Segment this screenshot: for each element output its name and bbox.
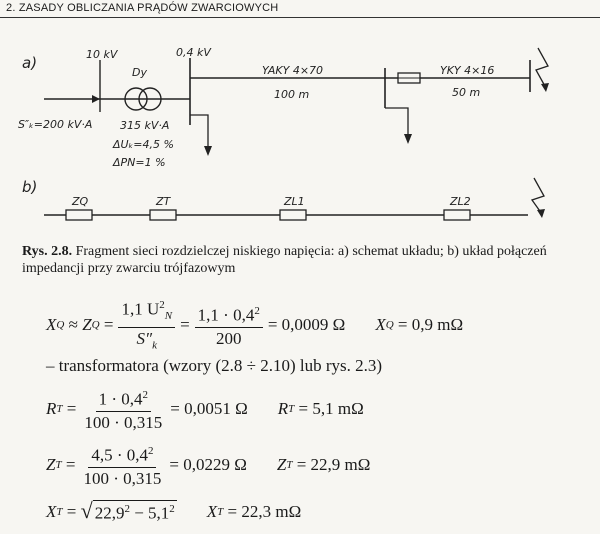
zl2-label: ZL2 (450, 195, 471, 208)
eq4-lhs: X (46, 501, 57, 521)
fault-a-arrow-icon (541, 83, 549, 92)
eq4-sup-a: 2 (124, 503, 130, 515)
zt-label: ZT (156, 195, 171, 208)
eq4-sup-b: 2 (169, 503, 175, 515)
eq1-f2-num-sup: 2 (254, 305, 260, 318)
cable2-type: YKY 4×16 (440, 64, 495, 77)
lv-load-arrow-icon (204, 146, 212, 156)
incoming-arrow-icon (92, 95, 100, 103)
eq1-f1-den: S″ (136, 329, 153, 349)
eq1-f1-num: 1,1 U (121, 299, 160, 319)
eq1-f2-num: 1,1 · 0,4 (197, 306, 255, 326)
eq3-den: 100 · 0,315 (83, 468, 162, 488)
eq4-final-lhs: X (206, 501, 218, 521)
equation-xq (46, 296, 463, 354)
node-load-arrow-icon (404, 134, 412, 144)
zl2-impedance (444, 210, 470, 220)
eq3-fraction (80, 442, 164, 488)
cable1-length: 100 m (274, 88, 310, 101)
eq1-f2-den: 200 (216, 329, 242, 349)
eq1-result: = 0,0009 Ω (267, 315, 346, 335)
eq2-final-value: = 5,1 mΩ (298, 398, 364, 418)
fault-b-arrow-icon (537, 209, 545, 218)
equation-rt: R T = $\frac{1 \cdot 0,4^2}{100 \cdot 0,315}$ = 0,0051 Ω R T = 5,1 mΩ (46, 386, 364, 432)
eq2-fraction (81, 386, 165, 432)
eq1-f1-den-sub: k (152, 339, 157, 352)
section-header: 2. ZASADY OBLICZANIA PRĄDÓW ZWARCIOWYCH (6, 2, 279, 14)
eq1-z-sub: Q (91, 319, 100, 332)
eq2-final-sub: T (288, 402, 295, 415)
fault-a-icon (536, 48, 548, 88)
dp-label: ΔPN=1 % (113, 156, 166, 169)
diagram-a-label: a) (22, 54, 38, 72)
eq2-lhs: R (46, 398, 57, 418)
diagram-b-label: b) (22, 178, 38, 196)
eq1-approx: ≈ (68, 315, 78, 335)
eq2-den: 100 · 0,315 (84, 412, 163, 432)
eq3-num-sup: 2 (147, 445, 154, 457)
zl1-impedance (280, 210, 306, 220)
eq2-final-lhs: R (277, 398, 289, 418)
eq3-lhs: Z (46, 454, 56, 474)
eq1-equals: = (103, 315, 114, 335)
sk-label: S″ₖ=200 kV·A (18, 118, 93, 131)
eq3-num: 4,5 · 0,4 (91, 445, 148, 465)
eq1-final-lhs: X (375, 315, 386, 335)
eq3-result: = 0,0229 Ω (169, 454, 247, 474)
transformer-note: – transformatora (wzory (2.8 ÷ 2.10) lub rys. 2.3) (46, 356, 383, 375)
equation-xt: X T = √ $22,9^2 - 5,1^2$ X T = 22,3 mΩ (46, 498, 302, 523)
eq3-final-lhs: Z (276, 454, 287, 474)
dy-label: Dy (132, 66, 147, 79)
equation-zt: Z T = $\frac{4,5 \cdot 0,4^2}{100 \cdot 0,315}$ = 0,0229 Ω Z T = 22,9 mΩ (46, 442, 370, 488)
eq3-lhs-sub: T (55, 458, 62, 471)
eq1-lhs: X (46, 315, 57, 335)
cable1-type: YAKY 4×70 (262, 64, 324, 77)
eq4-radicand-b: − 5,1 (129, 503, 170, 523)
eq4-final-value: = 22,3 mΩ (227, 501, 302, 521)
node-load-line (385, 108, 408, 136)
eq4-lhs-sub: T (56, 505, 63, 518)
eq1-z: Z (82, 315, 92, 335)
zq-impedance (66, 210, 92, 220)
lv-load-line (190, 115, 208, 148)
eq1-fraction2 (195, 302, 263, 348)
eq1-final-sub: Q (385, 319, 394, 332)
zt-impedance (150, 210, 176, 220)
zl1-label: ZL1 (284, 195, 305, 208)
zq-label: ZQ (72, 195, 89, 208)
caption-text: Fragment sieci rozdzielczej niskiego napięcia: a) schemat układu; b) układ połączeń impedancji przy zwarciu trójfazowym (22, 244, 547, 276)
eq2-result: = 0,0051 Ω (170, 398, 248, 418)
eq2-num: 1 · 0,4 (98, 389, 143, 409)
eq1-equals-2: = (180, 315, 190, 335)
lv-voltage-label: 0,4 kV (176, 46, 211, 59)
eq3-final-sub: T (286, 458, 293, 471)
fault-b-icon (532, 178, 544, 214)
du-label: ΔUₖ=4,5 % (113, 138, 174, 151)
transformer-rating: 315 kV·A (120, 119, 170, 132)
eq2-num-sup: 2 (142, 389, 149, 401)
eq1-f1-num-sub: N (164, 310, 173, 323)
eq2-lhs-sub: T (56, 402, 63, 415)
figure-caption (22, 243, 592, 277)
eq1-fraction1 (118, 296, 175, 354)
eq4-radicand-a: 22,9 (94, 503, 125, 523)
eq1-lhs-sub: Q (56, 319, 65, 332)
eq4-final-sub: T (217, 505, 224, 518)
eq3-final-value: = 22,9 mΩ (296, 454, 371, 474)
eq1-f1-num-sup: 2 (159, 299, 165, 311)
caption-label: Rys. 2.8. (22, 244, 73, 259)
circuit-diagram (0, 0, 600, 240)
hv-voltage-label: 10 kV (86, 48, 118, 61)
cable2-length: 50 m (452, 86, 481, 99)
eq1-final-value: = 0,9 mΩ (397, 315, 464, 335)
eq4-sqrt: √ $22,9^2 - 5,1^2$ (80, 498, 175, 523)
